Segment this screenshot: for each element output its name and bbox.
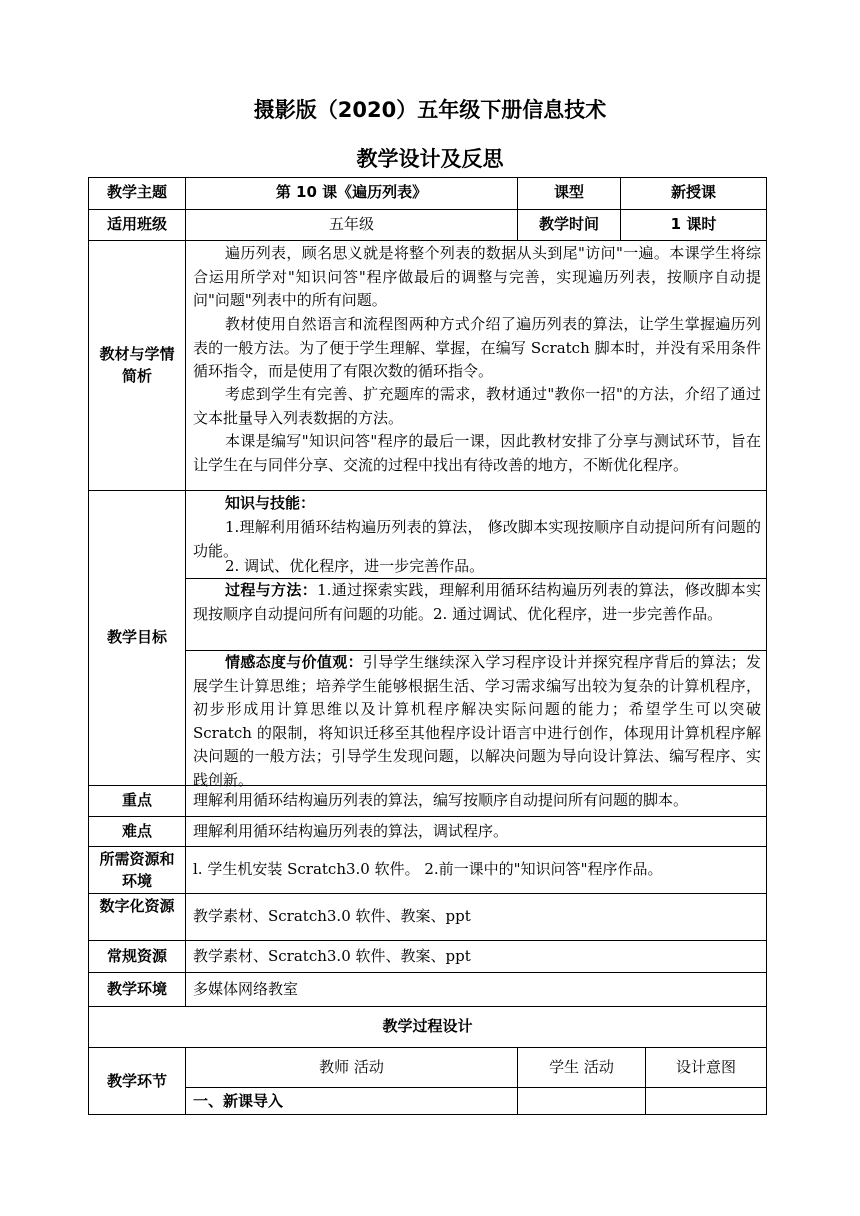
key-point-label: 重点 bbox=[121, 791, 152, 809]
attitude-text: 引导学生继续深入学习程序设计并探究程序背后的算法；发展学生计算思维；培养学生能够根据生活、学习需求编写出较为复杂的计算机程序，初步形成用计算思维以及计算机程序解决实际问题的能力；希望学生可以突破 Scratch 的限制，将知识迁移至其他程序设计语言中进行创作，体现用计算机程序解决问题的一般方法；引导学生发现问题，以解决问题为导向设计算法、编写程序、实践创新。 bbox=[193, 653, 761, 789]
teaching-time-label: 教学时间 bbox=[538, 215, 599, 233]
process-text: 1.通过探索实践，理解利用循环结构遍历列表的算法，修改脚本实现按顺序自动提问所有问题的功能。2. 通过调试、优化程序，进一步完善作品。 bbox=[193, 581, 761, 623]
analysis-paragraph-2: 教材使用自然语言和流程图两种方式介绍了遍历列表的算法，让学生掌握遍历列表的一般方法。为了便于学生理解、掌握，在编写 Scratch 脚本时，并没有采用条件循环指令，而是使用了有限次数的循环指令。 bbox=[193, 315, 761, 380]
teacher-activity-header: 教师 活动 bbox=[319, 1058, 384, 1076]
digital-resources-label: 数字化资源 bbox=[99, 897, 175, 915]
regular-resources-label: 常规资源 bbox=[106, 947, 167, 965]
attitude-heading: 情感态度与价值观： bbox=[225, 653, 363, 671]
attitude-goal bbox=[193, 651, 761, 792]
student-activity-header: 学生 活动 bbox=[549, 1058, 614, 1076]
regular-resources-text: 教学素材、Scratch3.0 软件、教案、ppt bbox=[193, 947, 471, 965]
knowledge-item-1: 1.理解利用循环结构遍历列表的算法， 修改脚本实现按顺序自动提问所有问题的功能。 bbox=[193, 518, 761, 560]
design-intent-header: 设计意图 bbox=[675, 1058, 736, 1076]
lesson-title: 第 10 课《遍历列表》 bbox=[275, 183, 428, 201]
process-method-goal bbox=[193, 579, 761, 626]
knowledge-item-2: 2. 调试、优化程序，进一步完善作品。 bbox=[225, 557, 485, 575]
environment-label: 教学环境 bbox=[106, 980, 167, 998]
resources-label: 所需资源和环境 bbox=[99, 850, 175, 890]
knowledge-heading: 知识与技能： bbox=[225, 494, 316, 512]
document-subtitle: 教学设计及反思 bbox=[356, 147, 504, 171]
process-heading: 过程与方法： bbox=[225, 581, 318, 599]
key-point-text: 理解利用循环结构遍历列表的算法，编写按顺序自动提问所有问题的脚本。 bbox=[193, 791, 689, 809]
difficulty-label: 难点 bbox=[121, 822, 152, 840]
teaching-time-value: 1 课时 bbox=[670, 215, 717, 233]
analysis-label: 教材与学情简析 bbox=[99, 345, 175, 385]
analysis-paragraph-4: 本课是编写"知识问答"程序的最后一课，因此教材安排了分享与测试环节，旨在让学生在与同伴分享、交流的过程中找出有待改善的地方，不断优化程序。 bbox=[193, 432, 761, 474]
process-design-title: 教学过程设计 bbox=[382, 1017, 473, 1035]
subject-label: 教学主题 bbox=[106, 183, 167, 201]
lesson-type-label: 课型 bbox=[553, 183, 584, 201]
analysis-paragraph-3: 考虑到学生有完善、扩充题库的需求，教材通过"教你一招"的方法，介绍了通过文本批量导入列表数据的方法。 bbox=[193, 385, 761, 427]
lesson-type-value: 新授课 bbox=[670, 183, 716, 201]
grade-label: 适用班级 bbox=[106, 215, 167, 233]
stage-column-header: 教学环节 bbox=[106, 1072, 167, 1090]
difficulty-text: 理解利用循环结构遍历列表的算法，调试程序。 bbox=[193, 822, 509, 840]
first-stage-label: 一、新课导入 bbox=[193, 1092, 284, 1110]
grade-value: 五年级 bbox=[328, 215, 374, 233]
resources-text: l. 学生机安装 Scratch3.0 软件。 2.前一课中的"知识问答"程序作品。 bbox=[193, 860, 663, 878]
environment-text: 多媒体网络教室 bbox=[193, 980, 299, 998]
digital-resources-text: 教学素材、Scratch3.0 软件、教案、ppt bbox=[193, 907, 471, 925]
goals-label: 教学目标 bbox=[106, 628, 167, 646]
analysis-paragraph-1: 遍历列表，顾名思义就是将整个列表的数据从头到尾"访问"一遍。本课学生将综合运用所学对"知识问答"程序做最后的调整与完善，实现遍历列表，按顺序自动提问"问题"列表中的所有问题。 bbox=[193, 244, 761, 309]
document-title: 摄影版（2020）五年级下册信息技术 bbox=[253, 98, 607, 122]
